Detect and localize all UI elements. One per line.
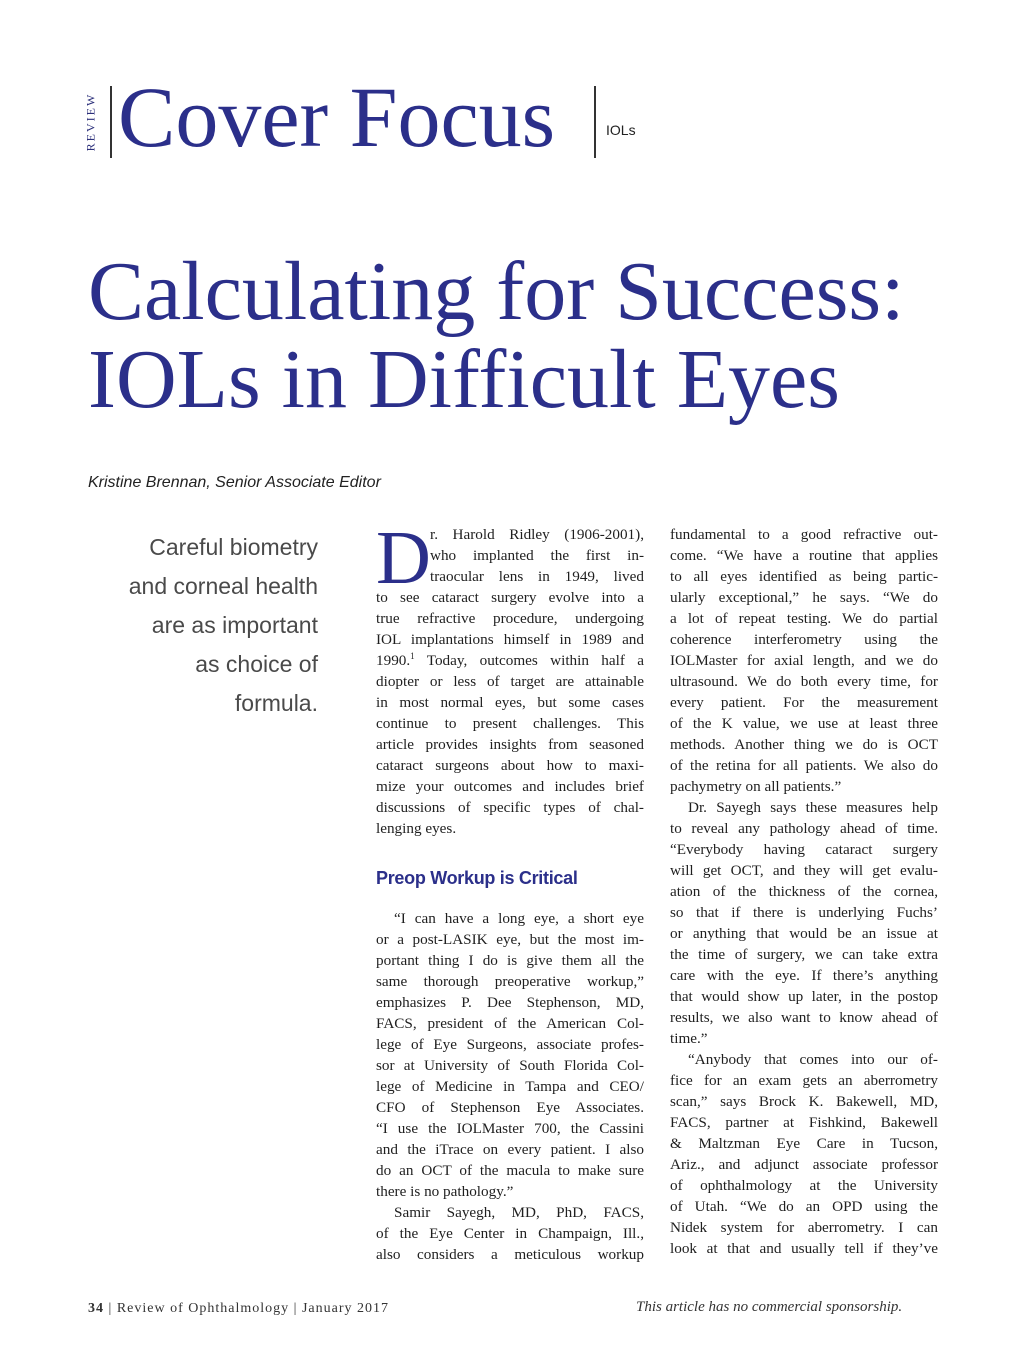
issue-date: January 2017 (301, 1301, 389, 1316)
text-line: or anything that would be an issue at (670, 925, 938, 942)
text-line: continue to present challenges. This (376, 715, 644, 732)
sponsorship-disclaimer: This article has no commercial sponsorship. (636, 1299, 903, 1315)
pull-quote-line: and corneal health (128, 573, 318, 599)
text-line: lege of Eye Surgeons, associate profes- (376, 1036, 644, 1053)
header-divider-left (110, 86, 112, 158)
text-line: of the retina for all patients. We also do (670, 757, 938, 774)
text-line: IOL implantations himself in 1989 and (376, 631, 644, 648)
body-column-1 (376, 516, 644, 839)
byline: Kristine Brennan, Senior Associate Editor (88, 474, 381, 491)
section-title: Cover Focus (118, 69, 556, 165)
text-line: Nidek system for aberrometry. I can (670, 1219, 938, 1236)
page-number: 34 (88, 1301, 104, 1316)
body-column-1-continued (376, 908, 644, 1265)
text-line: “Everybody having cataract surgery (670, 841, 938, 858)
text-line: Ariz., and adjunct associate professor (670, 1156, 938, 1173)
text-line: “I use the IOLMaster 700, the Cassini (376, 1120, 644, 1137)
text-line: lege of Medicine in Tampa and CEO/ (376, 1078, 644, 1095)
text-line: in most normal eyes, but some cases (376, 694, 644, 711)
text-line: or a post-LASIK eye, but the most im- (376, 931, 644, 948)
text-line: so that if there is underlying Fuchs’ (670, 904, 938, 921)
text-line: FACS, partner at Fishkind, Bakewell (670, 1114, 938, 1131)
section-tag: IOLs (606, 122, 636, 138)
text-fragment: Today, outcomes within half a (414, 652, 644, 669)
text-line: diopter or less of target are attainable (376, 673, 644, 690)
text-line: that would show up later, in the postop (670, 988, 938, 1005)
text-line: mize your outcomes and includes brief (376, 778, 644, 795)
text-line: ultrasound. We do both every time, for (670, 673, 938, 690)
subheading: Preop Workup is Critical (376, 868, 578, 888)
text-line: come. “We have a routine that applies (670, 547, 938, 564)
text-line: of the K value, we use at least three (670, 715, 938, 732)
pull-quote-line: are as important (151, 612, 318, 638)
text-line: sor at University of South Florida Col- (376, 1057, 644, 1074)
pull-quote-line: Careful biometry (149, 534, 318, 560)
text-line: also considers a meticulous workup (376, 1246, 644, 1263)
footer-separator: | (293, 1301, 298, 1316)
text-line: who implanted the first in- (430, 547, 644, 564)
text-line: IOLMaster for axial length, and we do (670, 652, 938, 669)
text-line: to see cataract surgery evolve into a (376, 589, 644, 606)
text-line: fundamental to a good refractive out- (670, 526, 938, 543)
text-line: look at that and usually tell if they’ve (670, 1240, 938, 1257)
text-line: “Anybody that comes into our of- (688, 1051, 938, 1068)
text-line: true refractive procedure, undergoing (376, 610, 644, 627)
text-line: of ophthalmology at the University (670, 1177, 938, 1194)
text-line: to reveal any pathology ahead of time. (670, 820, 938, 837)
text-fragment: 1990. (376, 652, 411, 669)
article-title-line-2: IOLs in Difficult Eyes (88, 333, 840, 426)
text-line: do an OCT of the macula to make sure (376, 1162, 644, 1179)
text-line: ation of the thickness of the cornea, (670, 883, 938, 900)
text-line: a lot of repeat testing. We do partial (670, 610, 938, 627)
text-line: results, we also want to know ahead of (670, 1009, 938, 1026)
text-line: of Utah. “We do an OPD using the (670, 1198, 938, 1215)
body-column-2 (670, 524, 938, 1259)
publication-name: Review of Ophthalmology (116, 1301, 290, 1316)
text-line: emphasizes P. Dee Stephenson, MD, (376, 994, 644, 1011)
text-line: article provides insights from seasoned (376, 736, 644, 753)
drop-cap: D (376, 516, 431, 600)
text-line: Dr. Sayegh says these measures help (688, 799, 938, 816)
text-line: CFO of Stephenson Eye Associates. (376, 1099, 644, 1116)
text-line: coherence interferometry using the (670, 631, 938, 648)
text-line: scan,” says Brock K. Bakewell, MD, (670, 1093, 938, 1110)
text-line: will get OCT, and they will get evalu- (670, 862, 938, 879)
review-vertical-label: REVIEW (83, 92, 98, 152)
footnote-marker: 1 (410, 650, 415, 661)
text-line: r. Harold Ridley (1906-2001), (430, 526, 644, 543)
text-line: every patient. For the measurement (670, 694, 938, 711)
text-line: to all eyes identified as being partic- (670, 568, 938, 585)
text-line: methods. Another thing we do is OCT (670, 736, 938, 753)
text-line (376, 650, 644, 671)
text-line: ularly exceptional,” he says. “We do (670, 589, 938, 606)
footer-folio (88, 1301, 389, 1317)
pull-quote-line: formula. (234, 690, 318, 716)
text-line: lenging eyes. (376, 820, 457, 837)
text-line: and the iTrace on every patient. I also (376, 1141, 644, 1158)
pull-quote (100, 528, 318, 723)
text-line: of the Eye Center in Champaign, Ill., (376, 1225, 644, 1242)
article-title (88, 245, 988, 426)
text-line: the time of surgery, we can take extra (670, 946, 938, 963)
text-line: portant thing I do is give them all the (376, 952, 644, 969)
text-line: discussions of specific types of chal- (376, 799, 644, 816)
text-line: time.” (670, 1030, 708, 1047)
text-line: same thorough preoperative workup,” (376, 973, 644, 990)
text-line: FACS, president of the American Col- (376, 1015, 644, 1032)
text-line: & Maltzman Eye Care in Tucson, (670, 1135, 938, 1152)
text-line: fice for an exam gets an aberrometry (670, 1072, 938, 1089)
pull-quote-line: as choice of (195, 651, 318, 677)
article-title-line-1: Calculating for Success: (88, 245, 905, 338)
text-line: cataract surgeons about how to maxi- (376, 757, 644, 774)
text-line: Samir Sayegh, MD, PhD, FACS, (394, 1204, 644, 1221)
footer-separator: | (108, 1301, 113, 1316)
text-line: there is no pathology.” (376, 1183, 514, 1200)
text-line: “I can have a long eye, a short eye (394, 910, 644, 927)
text-line: traocular lens in 1949, lived (430, 568, 644, 585)
text-line: care with the eye. If there’s anything (670, 967, 938, 984)
text-line: pachymetry on all patients.” (670, 778, 842, 795)
header-divider-right (594, 86, 596, 158)
